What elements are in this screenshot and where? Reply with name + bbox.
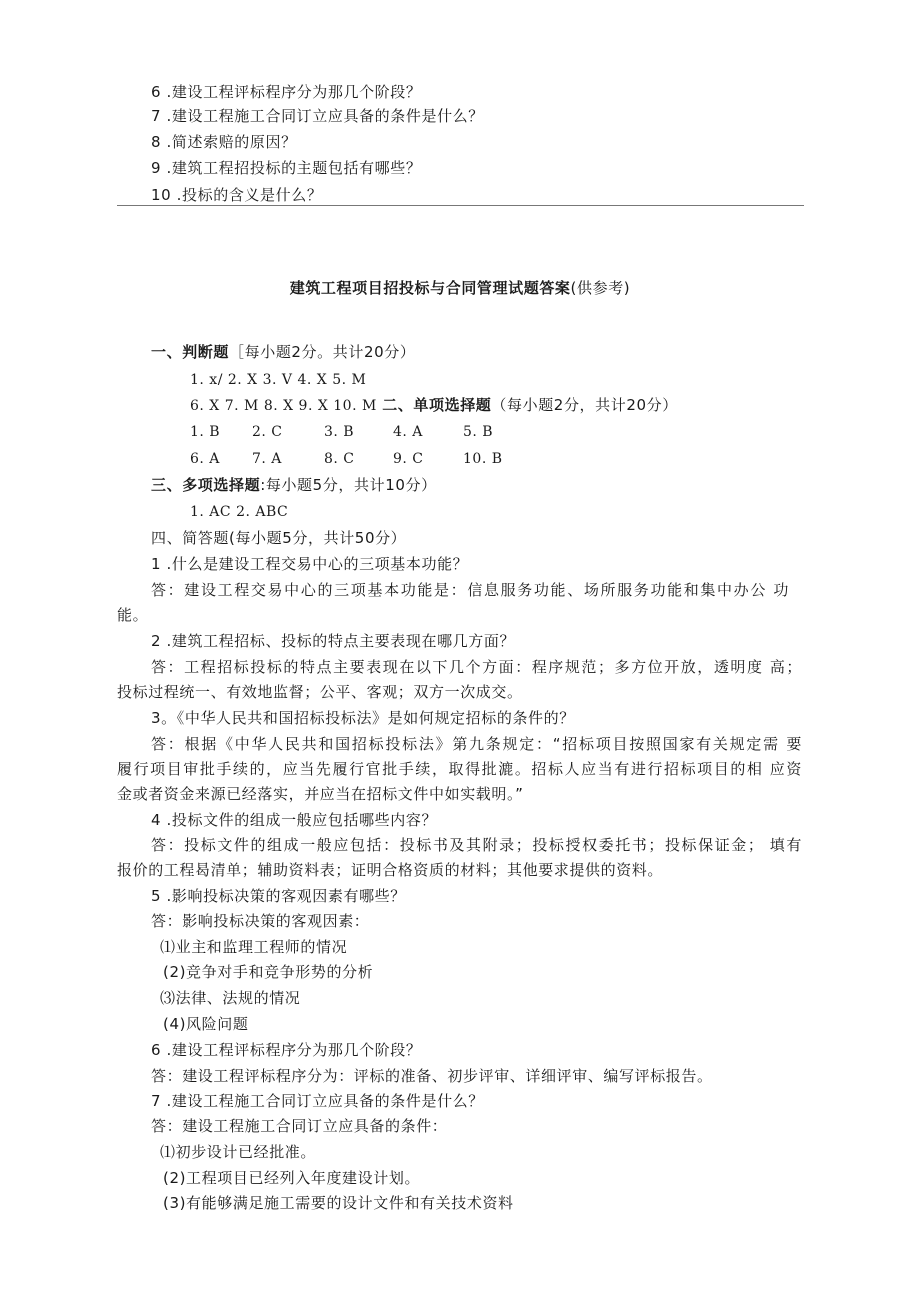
top-question-9: 9 .建筑工程招投标的主题包括有哪些？ [151, 159, 422, 177]
section2-answer: 3. B [324, 424, 355, 440]
answer-3-line: 履行项目审批手续的，应当先履行官批手续，取得批漉。招标人应当有进行招标项目的相 应资 [117, 760, 802, 778]
answer-1-line: 能。 [117, 606, 149, 624]
top-question-8: 8 .简述索赔的原因？ [151, 133, 297, 151]
answer-5-item: ⑴业主和监理工程师的情况 [160, 938, 348, 956]
answer-7-intro: 答：建设工程施工合同订立应具备的条件： [151, 1117, 448, 1135]
section3-heading [151, 475, 437, 495]
section2-answer: 2. C [252, 424, 283, 440]
section2-answer: 4. A [393, 424, 423, 440]
section2-answer: 5. B [463, 424, 494, 440]
top-question-6: 6 .建设工程评标程序分为那几个阶段？ [151, 83, 422, 101]
answer-7-item: ⑴初步设计已经批准。 [160, 1143, 317, 1161]
top-question-10: 10 .投标的含义是什么？ [151, 186, 323, 204]
section2-answer: 10. B [463, 451, 503, 467]
question-7: 7 .建设工程施工合同订立应具备的条件是什么？ [151, 1092, 484, 1110]
answer-7-item: (3)有能够满足施工需要的设计文件和有关技术资料 [163, 1194, 514, 1212]
question-5: 5 .影响投标决策的客观因素有哪些？ [151, 887, 406, 905]
answer-5-intro: 答：影响投标决策的客观因素： [151, 912, 370, 930]
section2-heading-rest: （每小题2分，共计20分） [491, 396, 678, 414]
section2-answer: 7. A [252, 451, 282, 467]
question-6: 6 .建设工程评标程序分为那几个阶段？ [151, 1041, 422, 1059]
question-1: 1 .什么是建设工程交易中心的三项基本功能？ [151, 555, 469, 573]
section1-answers-row1: 1. x/ 2. X 3. V 4. X 5. M [190, 372, 367, 388]
section2-answer: 6. A [190, 451, 220, 467]
answer-5-item: (2)竞争对手和竞争形势的分析 [163, 963, 374, 981]
answer-3-line: 答：根据《中华人民共和国招标投标法》第九条规定：“招标项目按照国家有关规定需 要 [151, 735, 802, 753]
page-title [0, 278, 920, 298]
page-title-main: 建筑工程项目招投标与合同管理试题答案 [289, 279, 571, 297]
section1-row2-with-section2-heading [190, 395, 678, 416]
answer-3-line: 金或者资金来源已经落实，并应当在招标文件中如实载明。” [117, 785, 524, 803]
answer-5-item: ⑶法律、法规的情况 [160, 989, 301, 1007]
section3-heading-bold: 三、多项选择题 [151, 476, 261, 494]
answer-2-line: 答：工程招标投标的特点主要表现在以下几个方面：程序规范；多方位开放，透明度 高； [151, 658, 802, 676]
question-4: 4 .投标文件的组成一般应包括哪些内容？ [151, 811, 438, 829]
question-3: 3。《中华人民共和国招标投标法》是如何规定招标的条件的？ [151, 709, 575, 727]
answer-4-line: 报价的工程曷清单；辅助资料表；证明合格资质的材料；其他要求提供的资料。 [117, 861, 664, 879]
section2-heading-bold: 二、单项选择题 [382, 396, 492, 414]
section3-answers-row1: 1. AC 2. ABC [190, 504, 289, 520]
answer-5-item: (4)风险问题 [163, 1015, 249, 1033]
page-title-suffix: (供参考) [570, 279, 631, 297]
section1-answers-row2: 6. X 7. M 8. X 9. X 10. M [190, 398, 377, 414]
section1-heading [151, 342, 415, 362]
section-divider [117, 205, 804, 206]
section2-answer: 9. C [393, 451, 424, 467]
section4-heading: 四、简答题(每小题5分，共计50分） [151, 529, 407, 547]
answer-4-line: 答：投标文件的组成一般应包括：投标书及其附录；投标授权委托书；投标保证金； 填有 [151, 836, 802, 854]
top-question-7: 7 .建设工程施工合同订立应具备的条件是什么？ [151, 107, 484, 125]
section1-heading-bold: 一、判断题 [151, 343, 230, 361]
section2-answer: 1. B [190, 424, 221, 440]
answer-7-item: (2)工程项目已经列入年度建设计划。 [163, 1169, 421, 1187]
answer-6: 答：建设工程评标程序分为：评标的准备、初步评审、详细评审、编写评标报告。 [151, 1067, 713, 1085]
answer-1-line: 答：建设工程交易中心的三项基本功能是：信息服务功能、场所服务功能和集中办公 功 [151, 581, 789, 599]
question-2: 2 .建筑工程招标、投标的特点主要表现在哪几方面？ [151, 632, 516, 650]
section2-answer: 8. C [324, 451, 355, 467]
answer-2-line: 投标过程统一、有效地监督；公平、客观；双方一次成交。 [117, 683, 523, 701]
section3-heading-rest: :每小题5分，共计10分） [260, 476, 437, 494]
section1-heading-rest: ［每小题2分。共计20分） [229, 343, 416, 361]
